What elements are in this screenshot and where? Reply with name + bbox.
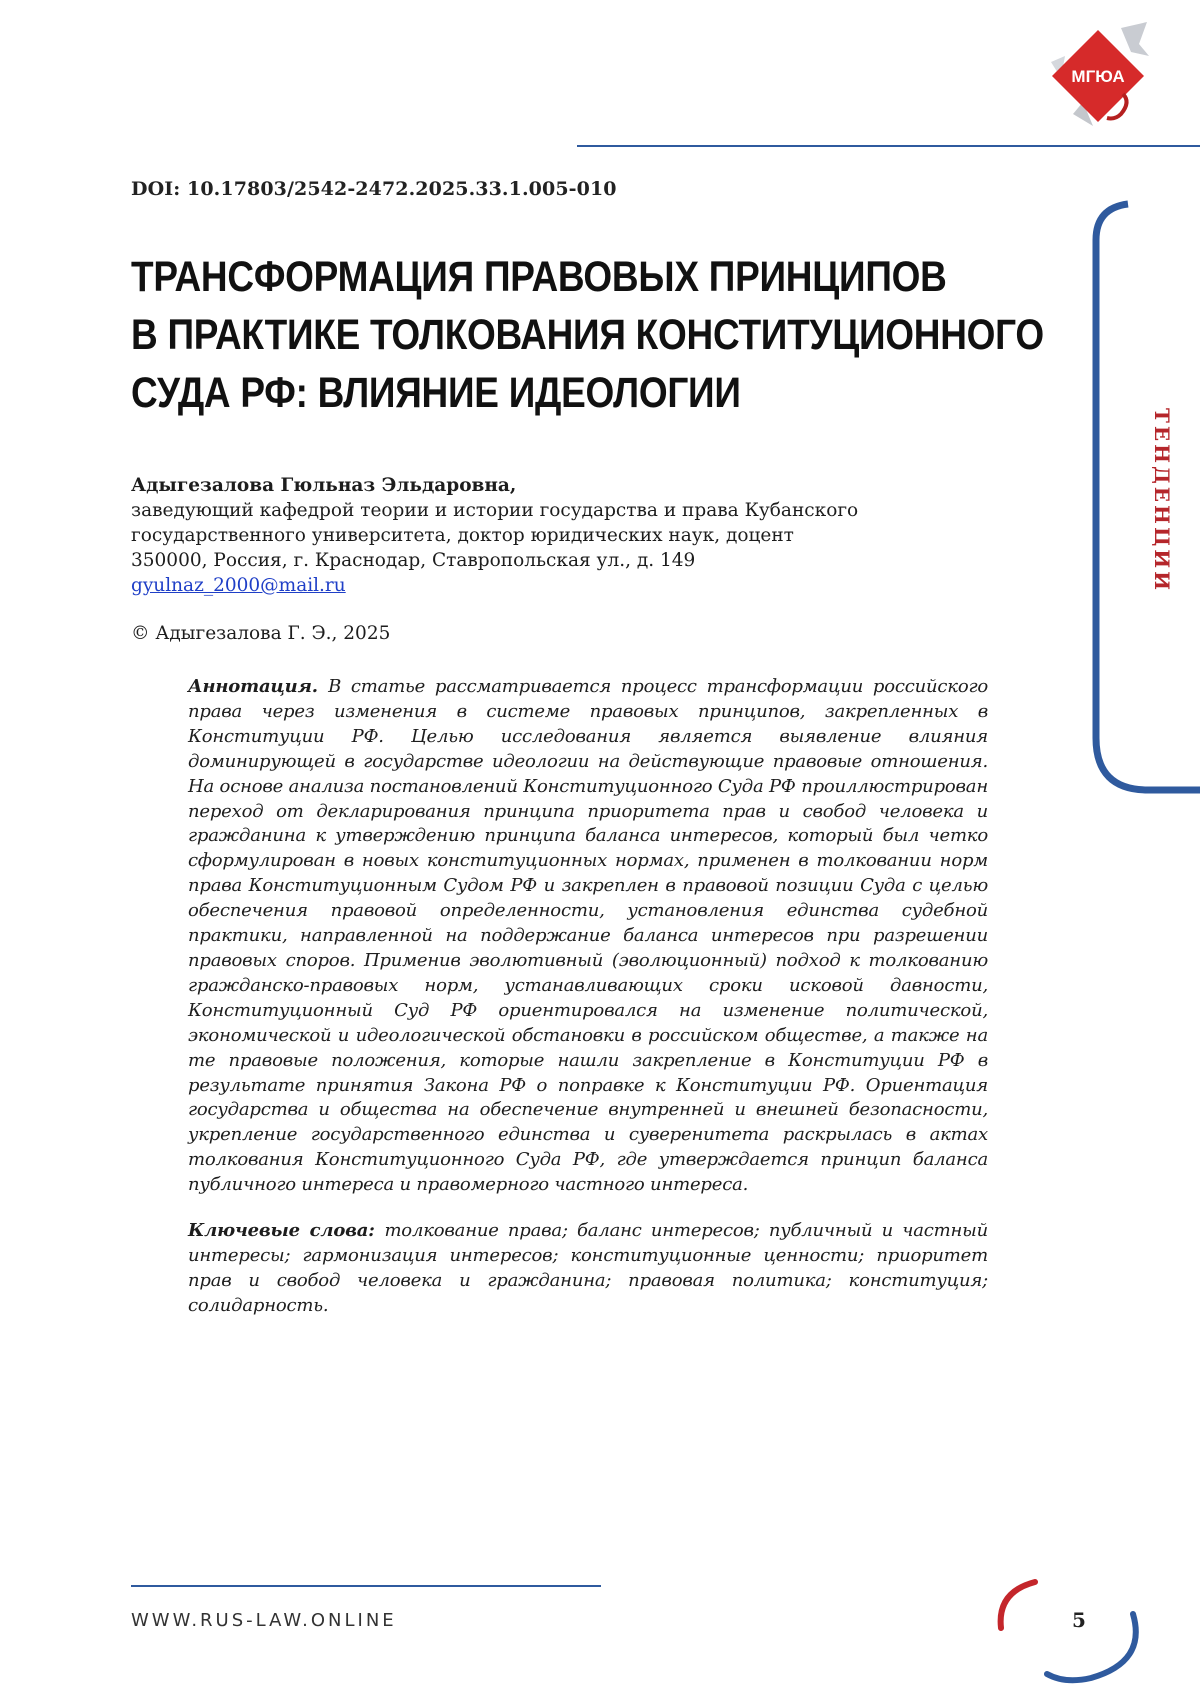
title-line: ТРАНСФОРМАЦИЯ ПРАВОВЫХ ПРИНЦИПОВ <box>131 248 888 306</box>
article-title <box>131 248 888 422</box>
page-number: 5 <box>1072 1608 1086 1632</box>
author-block <box>131 473 1031 598</box>
section-tab-frame <box>1088 200 1200 800</box>
logo-text: МГЮА <box>1071 67 1124 86</box>
author-position: заведующий кафедрой теории и истории государства и права Кубанского <box>131 498 1031 523</box>
keywords <box>188 1219 988 1319</box>
keywords-text: толкование права; баланс интересов; публичный и частный интересы; гармонизация интересов; конституционные ценности; приоритет прав и свобод человека и гражданина; правовая политика; конституция; солидарность. <box>188 1220 988 1316</box>
copyright: © Адыгезалова Г. Э., 2025 <box>131 623 390 644</box>
abstract-label: Аннотация. <box>188 676 328 697</box>
abstract <box>188 675 988 1198</box>
author-address: 350000, Россия, г. Краснодар, Ставропольская ул., д. 149 <box>131 548 1031 573</box>
author-name: Адыгезалова Гюльназ Эльдаровна, <box>131 473 1031 498</box>
author-position: государственного университета, доктор юридических наук, доцент <box>131 523 1031 548</box>
footer-swoosh-decoration <box>995 1570 1145 1685</box>
section-label: ТЕНДЕНЦИИ <box>1150 408 1174 593</box>
abstract-text: В статье рассматривается процесс трансформации российского права через изменения в системе правовых принципов, закрепленных в Конституции РФ. Целью исследования является выявление влияния доминирующей в государстве идеологии на действующие правовые отношения. На основе анализа постановлений Конституционного Суда РФ проиллюстрирован переход от декларирования принципа приоритета прав и свобод человека и гражданина к утверждению принципа баланса интересов, который был четко сформулирован в новых конституционных нормах, применен в толковании норм права Конституционным Судом РФ и закреплен в правовой позиции Суда с целью обеспечения правовой определенности, установления единства судебной практики, направленной на поддержание баланса интересов при разрешении правовых споров. Применив эволютивный (эволюционный) подход к толкованию гражданско-правовых норм, устанавливающих сроки исковой давности, Конституционный Суд РФ ориентировался на изменение политической, экономической и идеологической обстановки в российском обществе, а также на те правовые положения, которые нашли закрепление в Конституции РФ в результате принятия Закона РФ о поправке к Конституции РФ. Ориентация государства и общества на обеспечение внутренней и внешней безопасности, укрепление государственного единства и суверенитета раскрылась в актах толкования Конституционного Суда РФ, где утверждается принцип баланса публичного интереса и правомерного частного интереса. <box>188 676 988 1195</box>
title-line: В ПРАКТИКЕ ТОЛКОВАНИЯ КОНСТИТУЦИОННОГО <box>131 306 888 364</box>
mgua-logo <box>1043 22 1153 132</box>
bottom-divider <box>131 1585 601 1587</box>
doi: DOI: 10.17803/2542-2472.2025.33.1.005-010 <box>131 178 617 200</box>
keywords-label: Ключевые слова: <box>188 1220 384 1241</box>
top-divider <box>577 145 1200 147</box>
author-email-link[interactable]: gyulnaz_2000@mail.ru <box>131 573 1031 598</box>
title-line: СУДА РФ: ВЛИЯНИЕ ИДЕОЛОГИИ <box>131 364 888 422</box>
footer-website[interactable]: WWW.RUS-LAW.ONLINE <box>131 1610 397 1631</box>
